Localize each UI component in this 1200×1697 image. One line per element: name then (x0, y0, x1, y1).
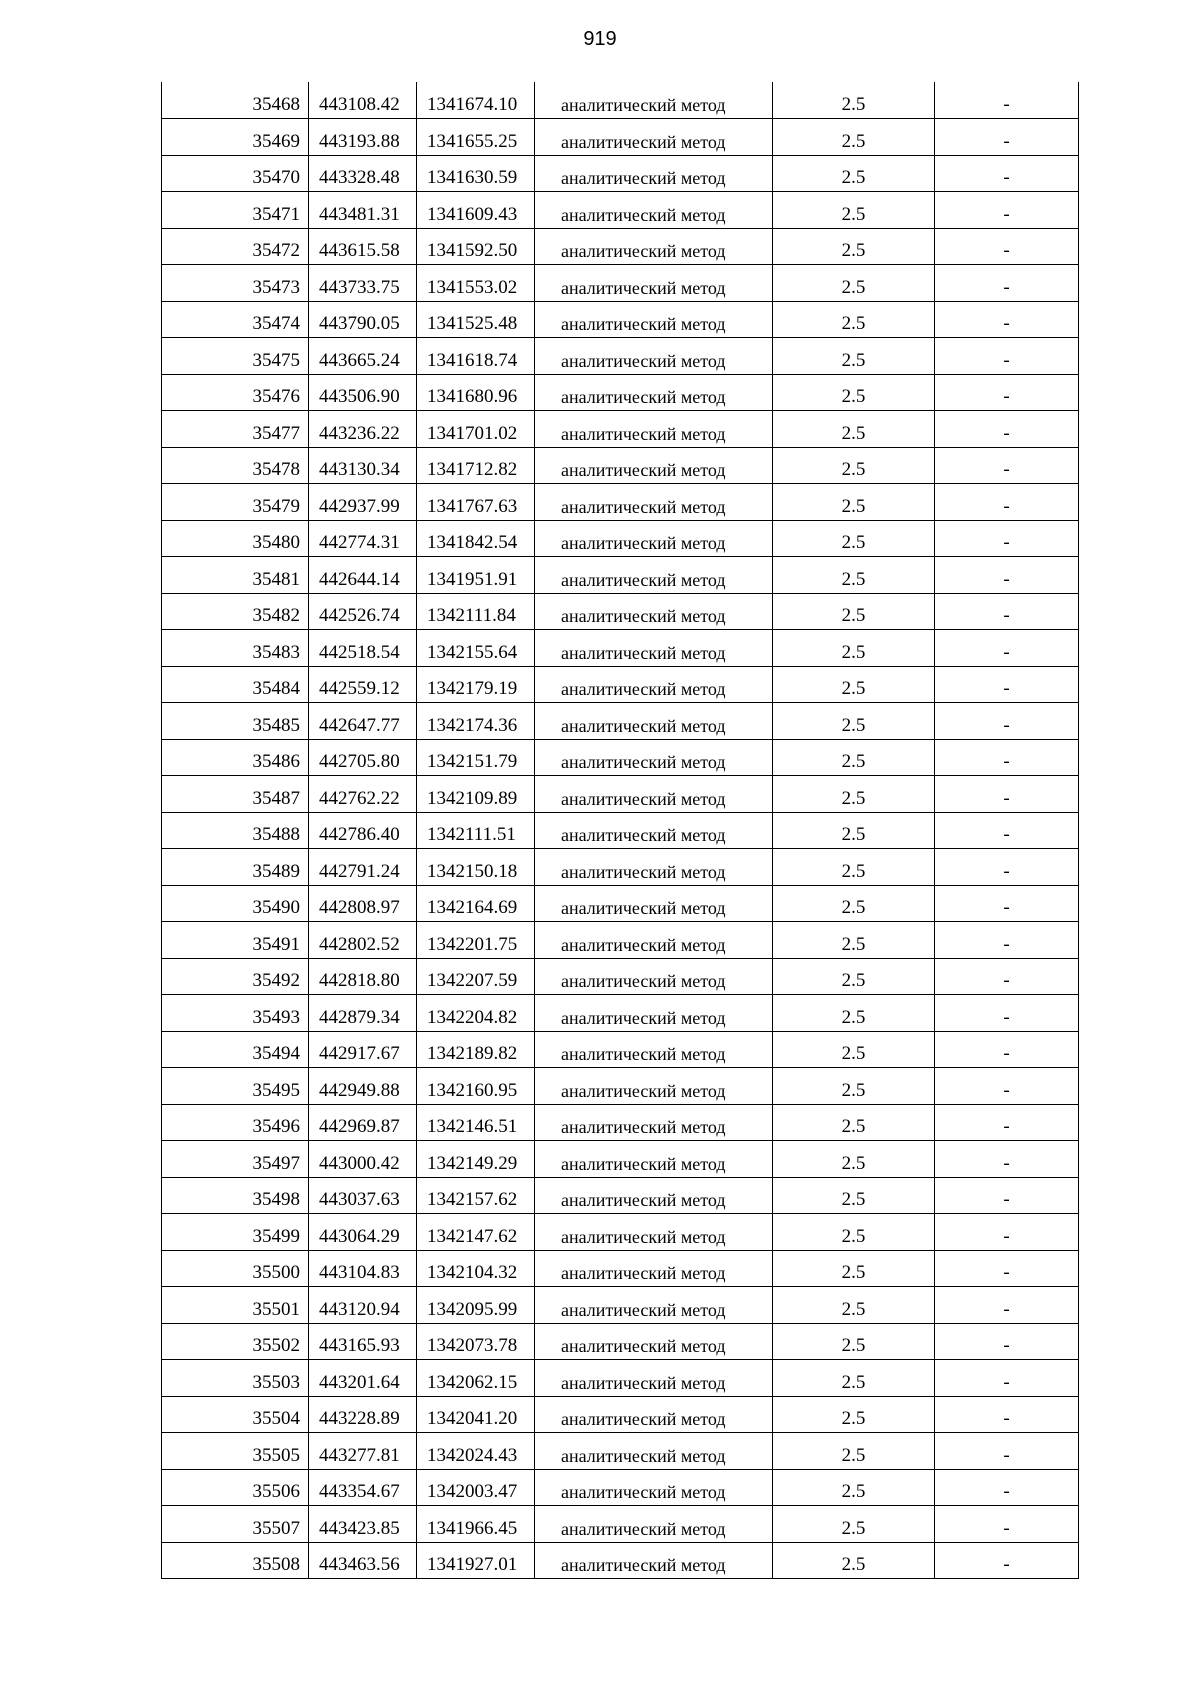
y-coordinate-cell: 1342157.62 (417, 1177, 535, 1214)
table-row (162, 849, 1079, 886)
accuracy-cell: 2.5 (773, 1542, 935, 1579)
y-coordinate-cell: 1342207.59 (417, 958, 535, 995)
accuracy-cell: 2.5 (773, 155, 935, 192)
point-number-cell: 35481 (162, 557, 309, 594)
method-cell: аналитический метод (535, 593, 773, 630)
x-coordinate-cell: 443165.93 (309, 1323, 417, 1360)
table-row (162, 630, 1079, 667)
note-cell: - (935, 666, 1079, 703)
x-coordinate-cell: 443236.22 (309, 411, 417, 448)
method-cell: аналитический метод (535, 155, 773, 192)
method-cell: аналитический метод (535, 1542, 773, 1579)
y-coordinate-cell: 1341767.63 (417, 484, 535, 521)
method-cell: аналитический метод (535, 447, 773, 484)
x-coordinate-cell: 443228.89 (309, 1396, 417, 1433)
method-cell: аналитический метод (535, 557, 773, 594)
accuracy-cell: 2.5 (773, 812, 935, 849)
y-coordinate-cell: 1342073.78 (417, 1323, 535, 1360)
note-cell: - (935, 557, 1079, 594)
x-coordinate-cell: 443108.42 (309, 82, 417, 119)
accuracy-cell: 2.5 (773, 265, 935, 302)
note-cell: - (935, 1360, 1079, 1397)
accuracy-cell: 2.5 (773, 1214, 935, 1251)
y-coordinate-cell: 1341927.01 (417, 1542, 535, 1579)
table-row (162, 155, 1079, 192)
table-row (162, 1469, 1079, 1506)
accuracy-cell: 2.5 (773, 411, 935, 448)
point-number-cell: 35501 (162, 1287, 309, 1324)
note-cell: - (935, 1433, 1079, 1470)
note-cell: - (935, 520, 1079, 557)
x-coordinate-cell: 442917.67 (309, 1031, 417, 1068)
y-coordinate-cell: 1342160.95 (417, 1068, 535, 1105)
table-row (162, 374, 1079, 411)
method-cell: аналитический метод (535, 520, 773, 557)
method-cell: аналитический метод (535, 1250, 773, 1287)
accuracy-cell: 2.5 (773, 1287, 935, 1324)
point-number-cell: 35499 (162, 1214, 309, 1251)
accuracy-cell: 2.5 (773, 82, 935, 119)
point-number-cell: 35489 (162, 849, 309, 886)
accuracy-cell: 2.5 (773, 776, 935, 813)
table-row (162, 1068, 1079, 1105)
x-coordinate-cell: 443665.24 (309, 338, 417, 375)
accuracy-cell: 2.5 (773, 666, 935, 703)
x-coordinate-cell: 442949.88 (309, 1068, 417, 1105)
note-cell: - (935, 228, 1079, 265)
accuracy-cell: 2.5 (773, 703, 935, 740)
point-number-cell: 35479 (162, 484, 309, 521)
point-number-cell: 35492 (162, 958, 309, 995)
table-row (162, 1177, 1079, 1214)
x-coordinate-cell: 442802.52 (309, 922, 417, 959)
coordinates-table (161, 82, 1079, 1579)
accuracy-cell: 2.5 (773, 520, 935, 557)
y-coordinate-cell: 1342147.62 (417, 1214, 535, 1251)
accuracy-cell: 2.5 (773, 1250, 935, 1287)
method-cell: аналитический метод (535, 338, 773, 375)
x-coordinate-cell: 443104.83 (309, 1250, 417, 1287)
x-coordinate-cell: 442647.77 (309, 703, 417, 740)
table-row (162, 1104, 1079, 1141)
point-number-cell: 35468 (162, 82, 309, 119)
point-number-cell: 35471 (162, 192, 309, 229)
accuracy-cell: 2.5 (773, 739, 935, 776)
y-coordinate-cell: 1341701.02 (417, 411, 535, 448)
point-number-cell: 35495 (162, 1068, 309, 1105)
table-row (162, 1360, 1079, 1397)
point-number-cell: 35507 (162, 1506, 309, 1543)
table-row (162, 1323, 1079, 1360)
y-coordinate-cell: 1341842.54 (417, 520, 535, 557)
method-cell: аналитический метод (535, 82, 773, 119)
y-coordinate-cell: 1342150.18 (417, 849, 535, 886)
point-number-cell: 35488 (162, 812, 309, 849)
y-coordinate-cell: 1342062.15 (417, 1360, 535, 1397)
y-coordinate-cell: 1341951.91 (417, 557, 535, 594)
accuracy-cell: 2.5 (773, 192, 935, 229)
point-number-cell: 35478 (162, 447, 309, 484)
x-coordinate-cell: 443481.31 (309, 192, 417, 229)
x-coordinate-cell: 443463.56 (309, 1542, 417, 1579)
point-number-cell: 35486 (162, 739, 309, 776)
y-coordinate-cell: 1342179.19 (417, 666, 535, 703)
y-coordinate-cell: 1341712.82 (417, 447, 535, 484)
note-cell: - (935, 1214, 1079, 1251)
note-cell: - (935, 265, 1079, 302)
point-number-cell: 35474 (162, 301, 309, 338)
method-cell: аналитический метод (535, 1177, 773, 1214)
point-number-cell: 35470 (162, 155, 309, 192)
method-cell: аналитический метод (535, 739, 773, 776)
point-number-cell: 35469 (162, 119, 309, 156)
x-coordinate-cell: 443130.34 (309, 447, 417, 484)
y-coordinate-cell: 1342204.82 (417, 995, 535, 1032)
accuracy-cell: 2.5 (773, 119, 935, 156)
table-row (162, 228, 1079, 265)
table-row (162, 703, 1079, 740)
accuracy-cell: 2.5 (773, 484, 935, 521)
x-coordinate-cell: 442705.80 (309, 739, 417, 776)
table-row (162, 739, 1079, 776)
method-cell: аналитический метод (535, 922, 773, 959)
accuracy-cell: 2.5 (773, 228, 935, 265)
x-coordinate-cell: 442644.14 (309, 557, 417, 594)
table-row (162, 1141, 1079, 1178)
note-cell: - (935, 1104, 1079, 1141)
table-row (162, 447, 1079, 484)
method-cell: аналитический метод (535, 1104, 773, 1141)
method-cell: аналитический метод (535, 484, 773, 521)
accuracy-cell: 2.5 (773, 1396, 935, 1433)
table-row (162, 776, 1079, 813)
method-cell: аналитический метод (535, 812, 773, 849)
accuracy-cell: 2.5 (773, 630, 935, 667)
method-cell: аналитический метод (535, 119, 773, 156)
table-row (162, 1433, 1079, 1470)
accuracy-cell: 2.5 (773, 1031, 935, 1068)
accuracy-cell: 2.5 (773, 1469, 935, 1506)
note-cell: - (935, 922, 1079, 959)
accuracy-cell: 2.5 (773, 849, 935, 886)
note-cell: - (935, 812, 1079, 849)
method-cell: аналитический метод (535, 1068, 773, 1105)
method-cell: аналитический метод (535, 301, 773, 338)
table-row (162, 995, 1079, 1032)
method-cell: аналитический метод (535, 1360, 773, 1397)
y-coordinate-cell: 1341525.48 (417, 301, 535, 338)
point-number-cell: 35505 (162, 1433, 309, 1470)
table-row (162, 557, 1079, 594)
accuracy-cell: 2.5 (773, 1433, 935, 1470)
table-row (162, 119, 1079, 156)
accuracy-cell: 2.5 (773, 1360, 935, 1397)
note-cell: - (935, 703, 1079, 740)
x-coordinate-cell: 442774.31 (309, 520, 417, 557)
method-cell: аналитический метод (535, 411, 773, 448)
accuracy-cell: 2.5 (773, 447, 935, 484)
y-coordinate-cell: 1342151.79 (417, 739, 535, 776)
method-cell: аналитический метод (535, 1323, 773, 1360)
accuracy-cell: 2.5 (773, 1104, 935, 1141)
method-cell: аналитический метод (535, 1469, 773, 1506)
point-number-cell: 35500 (162, 1250, 309, 1287)
method-cell: аналитический метод (535, 1214, 773, 1251)
accuracy-cell: 2.5 (773, 958, 935, 995)
point-number-cell: 35491 (162, 922, 309, 959)
note-cell: - (935, 1469, 1079, 1506)
point-number-cell: 35482 (162, 593, 309, 630)
point-number-cell: 35508 (162, 1542, 309, 1579)
note-cell: - (935, 119, 1079, 156)
table-row (162, 192, 1079, 229)
y-coordinate-cell: 1341966.45 (417, 1506, 535, 1543)
y-coordinate-cell: 1342024.43 (417, 1433, 535, 1470)
point-number-cell: 35502 (162, 1323, 309, 1360)
x-coordinate-cell: 443733.75 (309, 265, 417, 302)
y-coordinate-cell: 1342095.99 (417, 1287, 535, 1324)
x-coordinate-cell: 443201.64 (309, 1360, 417, 1397)
x-coordinate-cell: 443000.42 (309, 1141, 417, 1178)
method-cell: аналитический метод (535, 1506, 773, 1543)
x-coordinate-cell: 442808.97 (309, 885, 417, 922)
y-coordinate-cell: 1342109.89 (417, 776, 535, 813)
y-coordinate-cell: 1342149.29 (417, 1141, 535, 1178)
point-number-cell: 35485 (162, 703, 309, 740)
x-coordinate-cell: 443506.90 (309, 374, 417, 411)
page-number: 919 (583, 28, 617, 50)
x-coordinate-cell: 442762.22 (309, 776, 417, 813)
x-coordinate-cell: 443037.63 (309, 1177, 417, 1214)
note-cell: - (935, 338, 1079, 375)
y-coordinate-cell: 1342104.32 (417, 1250, 535, 1287)
point-number-cell: 35472 (162, 228, 309, 265)
method-cell: аналитический метод (535, 1031, 773, 1068)
accuracy-cell: 2.5 (773, 922, 935, 959)
note-cell: - (935, 739, 1079, 776)
point-number-cell: 35490 (162, 885, 309, 922)
accuracy-cell: 2.5 (773, 1068, 935, 1105)
accuracy-cell: 2.5 (773, 301, 935, 338)
table-row (162, 484, 1079, 521)
note-cell: - (935, 593, 1079, 630)
note-cell: - (935, 1177, 1079, 1214)
x-coordinate-cell: 443277.81 (309, 1433, 417, 1470)
method-cell: аналитический метод (535, 958, 773, 995)
note-cell: - (935, 82, 1079, 119)
accuracy-cell: 2.5 (773, 1323, 935, 1360)
accuracy-cell: 2.5 (773, 557, 935, 594)
table-row (162, 958, 1079, 995)
point-number-cell: 35494 (162, 1031, 309, 1068)
point-number-cell: 35497 (162, 1141, 309, 1178)
note-cell: - (935, 1141, 1079, 1178)
y-coordinate-cell: 1342164.69 (417, 885, 535, 922)
note-cell: - (935, 849, 1079, 886)
accuracy-cell: 2.5 (773, 995, 935, 1032)
table-row (162, 812, 1079, 849)
point-number-cell: 35503 (162, 1360, 309, 1397)
point-number-cell: 35476 (162, 374, 309, 411)
method-cell: аналитический метод (535, 228, 773, 265)
note-cell: - (935, 374, 1079, 411)
table-row (162, 1542, 1079, 1579)
x-coordinate-cell: 443615.58 (309, 228, 417, 265)
point-number-cell: 35477 (162, 411, 309, 448)
method-cell: аналитический метод (535, 849, 773, 886)
x-coordinate-cell: 442937.99 (309, 484, 417, 521)
method-cell: аналитический метод (535, 374, 773, 411)
x-coordinate-cell: 442518.54 (309, 630, 417, 667)
note-cell: - (935, 1542, 1079, 1579)
table-row (162, 922, 1079, 959)
x-coordinate-cell: 443193.88 (309, 119, 417, 156)
y-coordinate-cell: 1341618.74 (417, 338, 535, 375)
method-cell: аналитический метод (535, 1287, 773, 1324)
method-cell: аналитический метод (535, 265, 773, 302)
table-row (162, 82, 1079, 119)
x-coordinate-cell: 443354.67 (309, 1469, 417, 1506)
note-cell: - (935, 484, 1079, 521)
table-row (162, 520, 1079, 557)
y-coordinate-cell: 1342189.82 (417, 1031, 535, 1068)
note-cell: - (935, 776, 1079, 813)
x-coordinate-cell: 443790.05 (309, 301, 417, 338)
note-cell: - (935, 411, 1079, 448)
method-cell: аналитический метод (535, 192, 773, 229)
point-number-cell: 35483 (162, 630, 309, 667)
method-cell: аналитический метод (535, 1396, 773, 1433)
x-coordinate-cell: 443064.29 (309, 1214, 417, 1251)
table-row (162, 885, 1079, 922)
note-cell: - (935, 995, 1079, 1032)
point-number-cell: 35484 (162, 666, 309, 703)
point-number-cell: 35496 (162, 1104, 309, 1141)
point-number-cell: 35480 (162, 520, 309, 557)
accuracy-cell: 2.5 (773, 374, 935, 411)
accuracy-cell: 2.5 (773, 1141, 935, 1178)
accuracy-cell: 2.5 (773, 1506, 935, 1543)
x-coordinate-cell: 442526.74 (309, 593, 417, 630)
y-coordinate-cell: 1341680.96 (417, 374, 535, 411)
y-coordinate-cell: 1341674.10 (417, 82, 535, 119)
x-coordinate-cell: 442559.12 (309, 666, 417, 703)
method-cell: аналитический метод (535, 1433, 773, 1470)
note-cell: - (935, 1031, 1079, 1068)
table-row (162, 1214, 1079, 1251)
note-cell: - (935, 958, 1079, 995)
method-cell: аналитический метод (535, 776, 773, 813)
note-cell: - (935, 447, 1079, 484)
x-coordinate-cell: 442786.40 (309, 812, 417, 849)
table-body (162, 82, 1079, 1579)
y-coordinate-cell: 1342155.64 (417, 630, 535, 667)
accuracy-cell: 2.5 (773, 1177, 935, 1214)
x-coordinate-cell: 442818.80 (309, 958, 417, 995)
y-coordinate-cell: 1342111.84 (417, 593, 535, 630)
note-cell: - (935, 1287, 1079, 1324)
note-cell: - (935, 1068, 1079, 1105)
point-number-cell: 35504 (162, 1396, 309, 1433)
point-number-cell: 35473 (162, 265, 309, 302)
note-cell: - (935, 1396, 1079, 1433)
method-cell: аналитический метод (535, 1141, 773, 1178)
table-row (162, 666, 1079, 703)
point-number-cell: 35498 (162, 1177, 309, 1214)
x-coordinate-cell: 442969.87 (309, 1104, 417, 1141)
note-cell: - (935, 1506, 1079, 1543)
method-cell: аналитический метод (535, 666, 773, 703)
table-row (162, 1396, 1079, 1433)
point-number-cell: 35475 (162, 338, 309, 375)
y-coordinate-cell: 1342041.20 (417, 1396, 535, 1433)
table-row (162, 1506, 1079, 1543)
table-row (162, 1287, 1079, 1324)
method-cell: аналитический метод (535, 995, 773, 1032)
point-number-cell: 35487 (162, 776, 309, 813)
note-cell: - (935, 630, 1079, 667)
table-row (162, 593, 1079, 630)
table-row (162, 411, 1079, 448)
note-cell: - (935, 155, 1079, 192)
y-coordinate-cell: 1342003.47 (417, 1469, 535, 1506)
table-row (162, 301, 1079, 338)
y-coordinate-cell: 1341630.59 (417, 155, 535, 192)
x-coordinate-cell: 443423.85 (309, 1506, 417, 1543)
table-row (162, 1031, 1079, 1068)
note-cell: - (935, 192, 1079, 229)
accuracy-cell: 2.5 (773, 885, 935, 922)
table-row (162, 1250, 1079, 1287)
point-number-cell: 35493 (162, 995, 309, 1032)
table-row (162, 265, 1079, 302)
y-coordinate-cell: 1342111.51 (417, 812, 535, 849)
x-coordinate-cell: 443120.94 (309, 1287, 417, 1324)
y-coordinate-cell: 1341655.25 (417, 119, 535, 156)
method-cell: аналитический метод (535, 630, 773, 667)
table-row (162, 338, 1079, 375)
note-cell: - (935, 885, 1079, 922)
note-cell: - (935, 1323, 1079, 1360)
point-number-cell: 35506 (162, 1469, 309, 1506)
y-coordinate-cell: 1342201.75 (417, 922, 535, 959)
x-coordinate-cell: 442879.34 (309, 995, 417, 1032)
y-coordinate-cell: 1341592.50 (417, 228, 535, 265)
method-cell: аналитический метод (535, 885, 773, 922)
note-cell: - (935, 1250, 1079, 1287)
accuracy-cell: 2.5 (773, 338, 935, 375)
x-coordinate-cell: 442791.24 (309, 849, 417, 886)
x-coordinate-cell: 443328.48 (309, 155, 417, 192)
note-cell: - (935, 301, 1079, 338)
y-coordinate-cell: 1341553.02 (417, 265, 535, 302)
method-cell: аналитический метод (535, 703, 773, 740)
y-coordinate-cell: 1341609.43 (417, 192, 535, 229)
y-coordinate-cell: 1342146.51 (417, 1104, 535, 1141)
accuracy-cell: 2.5 (773, 593, 935, 630)
y-coordinate-cell: 1342174.36 (417, 703, 535, 740)
